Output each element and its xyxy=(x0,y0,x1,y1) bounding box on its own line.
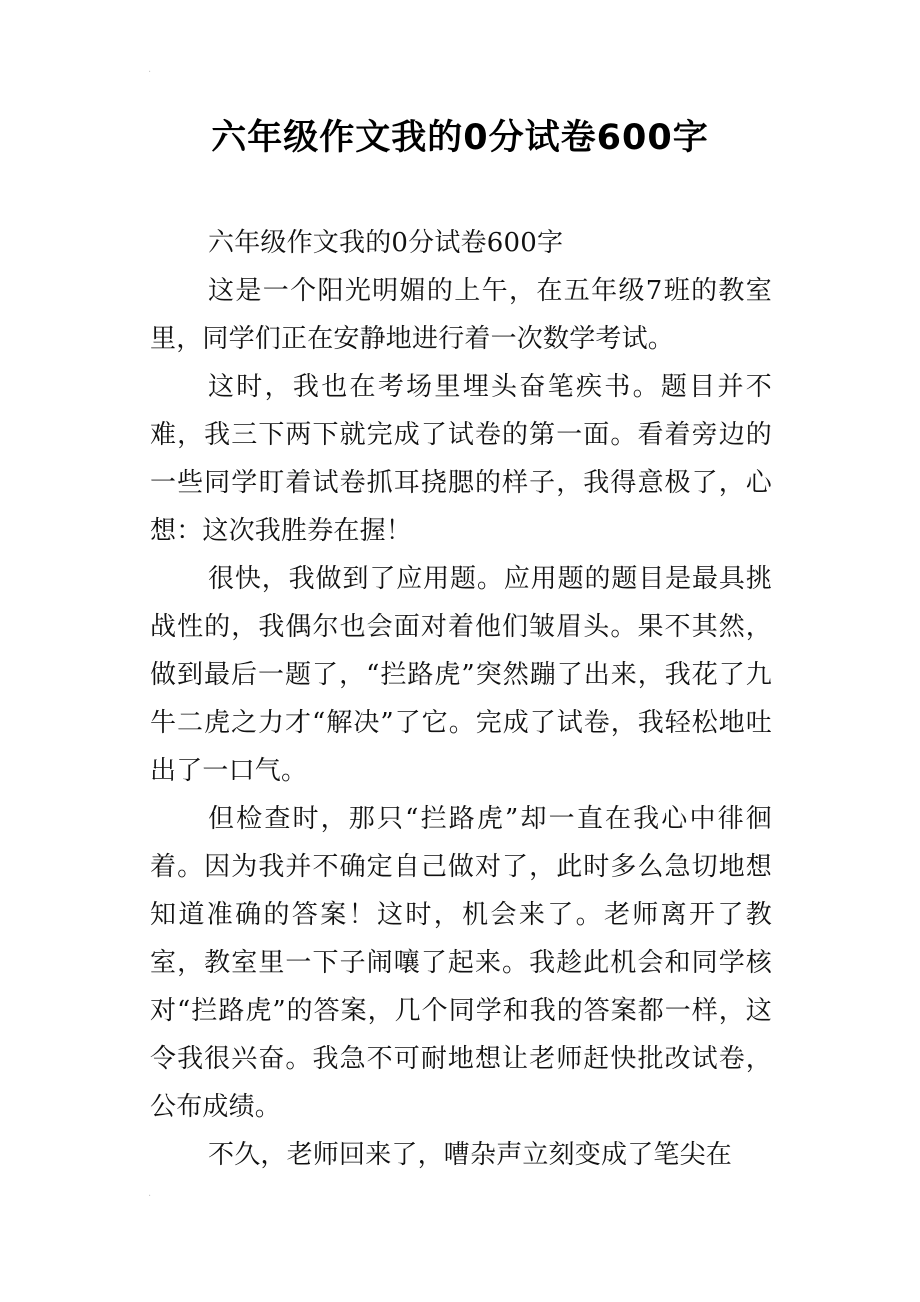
corner-mark-top: · xyxy=(148,67,152,78)
paragraph: 这时，我也在考场里埋头奋笔疾书。题目并不难，我三下两下就完成了试卷的第一面。看着旁边的一些同学盯着试卷抓耳挠腮的样子，我得意极了，心想：这次我胜券在握！ xyxy=(150,372,772,546)
paragraph: 不久，老师回来了，嘈杂声立刻变成了笔尖在 xyxy=(208,1140,733,1170)
document-body xyxy=(150,219,772,1179)
paragraph: 很快，我做到了应用题。应用题的题目是最具挑战性的，我偶尔也会面对着他们皱眉头。果不其然，做到最后一题了，“拦路虎”突然蹦了出来，我花了九牛二虎之力才“解决”了它。完成了试卷，我轻松地吐出了一口气。 xyxy=(150,564,772,786)
document-title: 六年级作文我的0分试卷600字 xyxy=(211,118,709,158)
paragraph: 但检查时，那只“拦路虎”却一直在我心中徘徊着。因为我并不确定自己做对了，此时多么急切地想知道准确的答案！这时，机会来了。老师离开了教室，教室里一下子闹嚷了起来。我趁此机会和同学核对“拦路虎”的答案，几个同学和我的答案都一样，这令我很兴奋。我急不可耐地想让老师赶快批改试卷，公布成绩。 xyxy=(150,804,772,1122)
paragraph: 这是一个阳光明媚的上午，在五年级7班的教室里，同学们正在安静地进行着一次数学考试。 xyxy=(150,276,772,354)
paragraph-subtitle: 六年级作文我的0分试卷600字 xyxy=(208,228,564,258)
corner-mark-bottom: · xyxy=(148,1191,152,1202)
